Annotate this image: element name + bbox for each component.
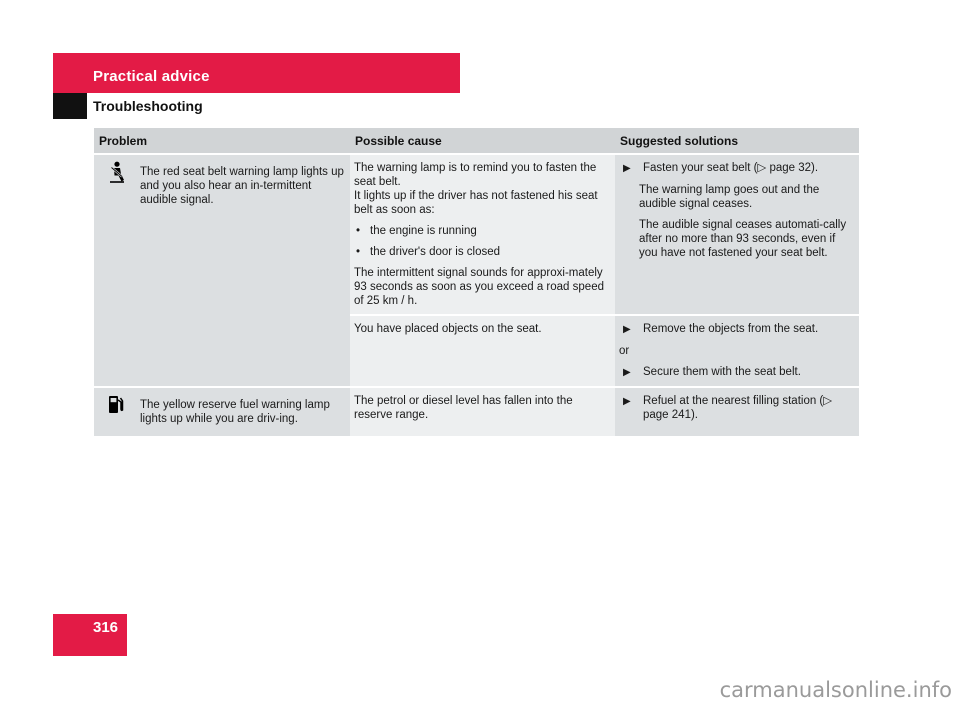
solution-cell (615, 155, 859, 314)
cause-cell (350, 386, 615, 436)
table-row (94, 155, 859, 314)
problem-text: The yellow reserve fuel warning lamp lights up while you are driv-ing. (140, 399, 330, 425)
solution-step: ▶ Refuel at the nearest filling station (▷ page 241). (619, 394, 853, 422)
page-number: 316 (93, 619, 119, 636)
section-title: Troubleshooting (93, 98, 203, 114)
arrow-right-icon: ▶ (623, 367, 631, 378)
troubleshooting-table (94, 128, 859, 436)
solution-step: ▶ Remove the objects from the seat. (619, 322, 853, 337)
table-header-row (94, 128, 859, 155)
solution-note: The audible signal ceases automati-cally after no more than 93 seconds, even if you have not fastened your seat belt. (639, 219, 847, 259)
list-item: • the engine is running (356, 225, 477, 237)
problem-text: The red seat belt warning lamp lights up and you also hear an in-termittent audible signal. (140, 166, 344, 206)
arrow-right-icon: ▶ (623, 163, 631, 174)
column-header-problem: Problem (94, 128, 350, 155)
solution-cell (615, 314, 859, 386)
cause-text: It lights up if the driver has not fastened his seat belt as soon as: (354, 190, 598, 216)
list-item: • the driver's door is closed (356, 246, 501, 258)
chapter-title: Practical advice (93, 68, 210, 85)
solution-step: ▶ Fasten your seat belt (▷ page 32). (619, 161, 853, 176)
arrow-right-icon: ▶ (623, 324, 631, 335)
cause-text: You have placed objects on the seat. (354, 323, 542, 335)
cause-text: The warning lamp is to remind you to fasten the seat belt. (354, 162, 597, 188)
solution-note: The warning lamp goes out and the audible signal ceases. (639, 184, 820, 210)
seat-belt-warning-icon (94, 161, 140, 185)
solution-cell (615, 386, 859, 436)
cause-text: The petrol or diesel level has fallen into the reserve range. (354, 395, 573, 421)
column-header-solutions: Suggested solutions (615, 128, 859, 155)
or-label: or (619, 345, 630, 357)
section-marker (53, 93, 87, 119)
cause-text: The intermittent signal sounds for approxi-mately 93 seconds as soon as you exceed a road speed of 25 km / h. (354, 267, 604, 307)
bullet-icon: • (356, 246, 361, 258)
solution-step: ▶ Secure them with the seat belt. (619, 365, 853, 380)
bullet-icon: • (356, 225, 361, 237)
cause-cell (350, 314, 615, 386)
table-row (94, 386, 859, 436)
arrow-right-icon: ▶ (623, 396, 631, 407)
column-header-cause: Possible cause (350, 128, 615, 155)
watermark: carmanualsonline.info (719, 678, 952, 702)
fuel-pump-icon (94, 394, 140, 418)
problem-cell (94, 386, 350, 436)
problem-cell (94, 155, 350, 386)
cause-cell (350, 155, 615, 314)
